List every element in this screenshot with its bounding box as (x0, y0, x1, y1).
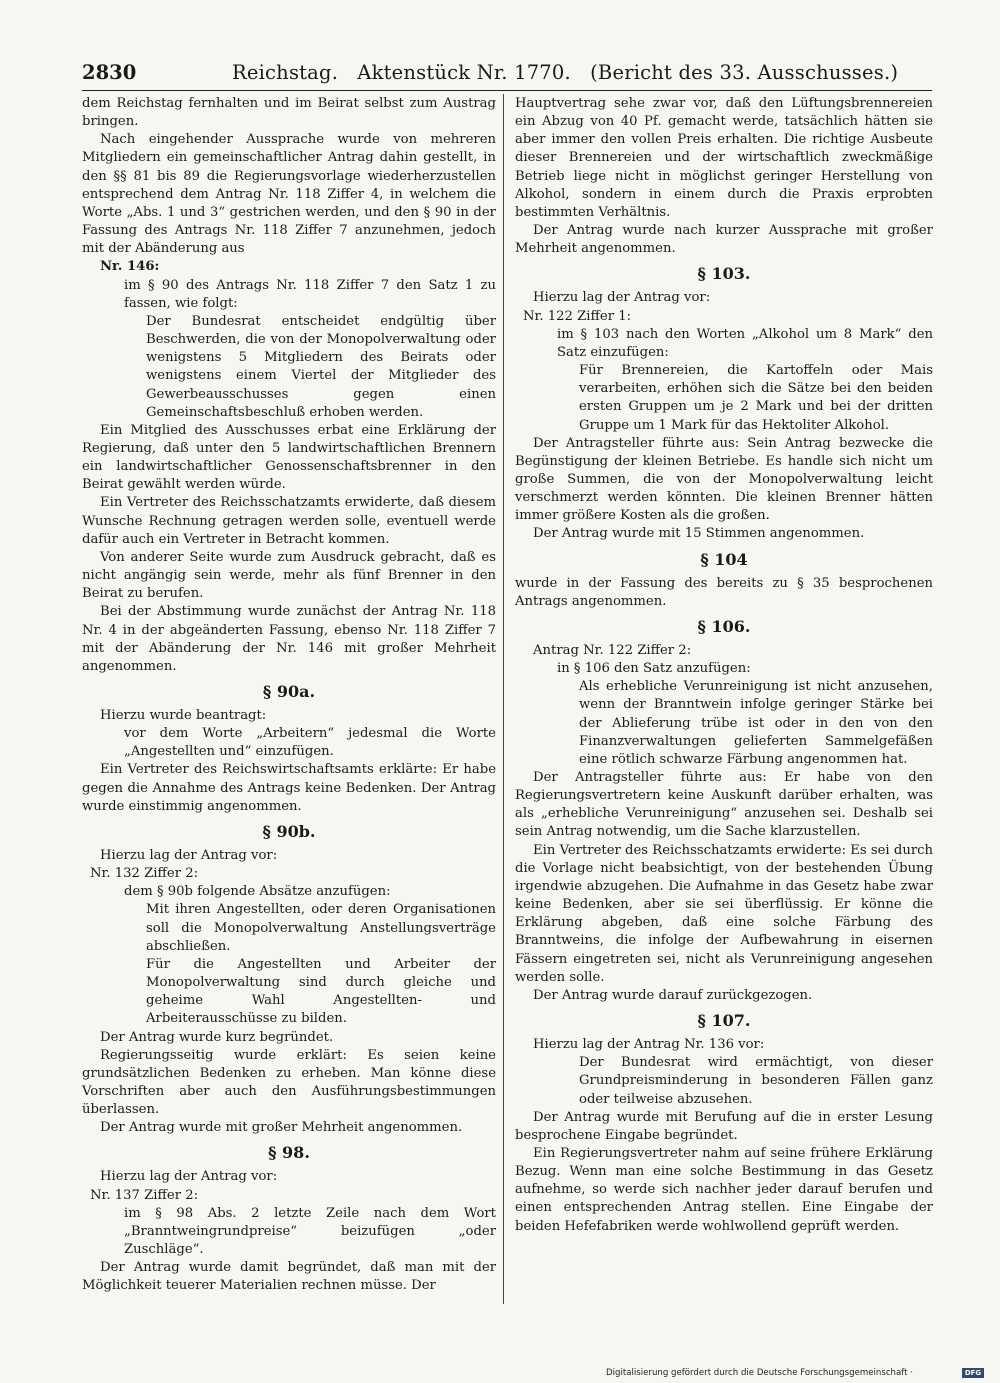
section-heading: § 106. (697, 616, 751, 636)
column-divider (503, 94, 504, 1304)
page-number: 2830 (82, 61, 137, 84)
paragraph: dem Reichstag fernhalten und im Beirat selbst zum Austrag bringen. (82, 96, 496, 130)
paragraph: Nach eingehender Aussprache wurde von mehreren Mitgliedern ein gemeinschaftlicher Antrag dahin gestellt, in den §§ 81 bis 89 die Regierungsvorlage wiederherzustellen entsprechend dem Antrag Nr. 118 Ziffer 4, in welchem die Worte „Abs. 1 und 3“ gestrichen werden, und den § 90 in der Fassung des Antrags Nr. 118 Ziffer 7 anzunehmen, jedoch mit der Abänderung aus (82, 132, 496, 257)
paragraph: Hierzu wurde beantragt: (100, 708, 267, 723)
paragraph: Der Antrag wurde darauf zurückgezogen. (533, 987, 813, 1003)
section-heading: § 107. (697, 1011, 751, 1031)
paragraph: Ein Mitglied des Ausschusses erbat eine Erklärung der Regierung, daß unter den 5 landwirtschaftlichen Brennern ein landwirtschaftlicher Genossenschaftsbrenner in den Beirat gewählt werden würde. (82, 422, 496, 493)
paragraph: Der Antrag wurde kurz begründet. (100, 1029, 334, 1045)
motion-reference: Nr. 137 Ziffer 2: (90, 1187, 199, 1203)
quoted-text: Der Bundesrat entscheidet endgültig über Beschwerden, die von der Monopolverwaltung oder wenigstens 5 Mitgliedern des Beirats oder wenigstens einem Viertel der Mitglieder des Gewerbeausschusses gegen einen Gemeinschaftsbeschluß erhoben werden. (146, 313, 496, 420)
section-heading: § 104 (700, 549, 748, 569)
dfg-logo: DFG (962, 1368, 984, 1378)
header-rule (82, 90, 932, 91)
paragraph: Ein Vertreter des Reichswirtschaftsamts erklärte: Er habe gegen die Annahme des Antrags keine Bedenken. Der Antrag wurde einstimmig angenommen. (82, 762, 496, 814)
paragraph: Ein Vertreter des Reichsschatzamts erwiderte: Es sei durch die Vorlage nicht beabsichtigt, von der bestehenden Übung irgendwie abzugehen. Die Aufnahme in das Gesetz habe zwar keine Bedenken, aber sie sei überflüssig. Er könne die Erklärung abgeben, daß eine solche Färbung des Branntweins, die infolge der Aufbewahrung in eisernen Fässern eingetreten sei, nicht als Verunreinigung angesehen werden solle. (515, 842, 933, 985)
paragraph: dem § 90b folgende Absätze anzufügen: (124, 884, 391, 900)
section-heading: § 90a. (262, 682, 316, 701)
paragraph: Der Antrag wurde mit Berufung auf die in erster Lesung besprochene Eingabe begründet. (515, 1109, 933, 1143)
paragraph: Ein Vertreter des Reichsschatzamts erwiderte, daß diesem Wunsche Rechnung getragen werden solle, eventuell werde dafür auch ein Vertreter in Betracht kommen. (82, 495, 496, 547)
paragraph: Von anderer Seite wurde zum Ausdruck gebracht, daß es nicht angängig sein werde, mehr als fünf Brenner in den Beirat zu berufen. (82, 549, 496, 602)
paragraph: Der Antrag wurde mit großer Mehrheit angenommen. (100, 1120, 463, 1136)
paragraph: wurde in der Fassung des bereits zu § 35 besprochenen Antrags angenommen. (515, 575, 933, 609)
paragraph: Der Antrag wurde nach kurzer Aussprache mit großer Mehrheit angenommen. (515, 223, 933, 257)
quoted-text: Für die Angestellten und Arbeiter der Monopolverwaltung sind durch gleiche und geheime Wahl Angestellten- und Arbeiterausschüsse zu bilden. (146, 956, 496, 1027)
quoted-text: Als erhebliche Verunreinigung ist nicht anzusehen, wenn der Branntwein infolge geringer Stärke bei der Ablieferung trübe ist oder in den von den Finanzverwaltungen gelieferten Sammelgefäßen eine rötlich schwarze Färbung angenommen hat. (579, 679, 933, 767)
paragraph: Der Antragsteller führte aus: Er habe von den Regierungsvertretern keine Auskunft darüber erhalten, was als „erhebliche Verunreinigung“ anzusehen sei. Deshalb sei sein Antrag notwendig, um die Sache klarzustellen. (515, 770, 933, 840)
motion-reference: Nr. 132 Ziffer 2: (90, 866, 199, 882)
quoted-text: Der Bundesrat wird ermächtigt, von dieser Grundpreisminderung in besonderen Fällen ganz oder teilweise abzusehen. (579, 1055, 933, 1107)
paragraph: im § 103 nach den Worten „Alkohol um 8 Mark“ den Satz einzufügen: (557, 326, 933, 360)
digitization-credit (606, 1366, 986, 1380)
quoted-text: Für Brennereien, die Kartoffeln oder Mais verarbeiten, erhöhen sich die Sätze bei den beiden ersten Gruppen um je 2 Mark und bei der dritten Gruppe um 1 Mark für das Hektoliter Alkohol. (579, 363, 933, 433)
paragraph: Hierzu lag der Antrag Nr. 136 vor: (533, 1037, 765, 1053)
quoted-text: vor dem Worte „Arbeitern“ jedesmal die Worte „Angestellten und“ einzufügen. (124, 726, 496, 760)
header-title: Reichstag. Aktenstück Nr. 1770. (Bericht des 33. Ausschusses.) (232, 61, 899, 84)
paragraph: Ein Regierungsvertreter nahm auf seine frühere Erklärung Bezug. Wenn man eine solche Bestimmung in das Gesetz aufnehme, so werde sich nachher jeder darauf berufen und einen entsprechenden Antrag stellen. Eine Eingabe der beiden Hefefabriken werde wohlwollend geprüft werden. (515, 1145, 933, 1234)
motion-reference: Nr. 122 Ziffer 1: (523, 308, 632, 324)
left-column (82, 95, 496, 1296)
section-heading: § 98. (268, 1143, 310, 1163)
paragraph: Bei der Abstimmung wurde zunächst der Antrag Nr. 118 Nr. 4 in der abgeänderten Fassung, ebenso Nr. 118 Ziffer 7 mit der Abänderung der Nr. 146 mit großer Mehrheit angenommen. (82, 604, 496, 674)
paragraph: Hierzu lag der Antrag vor: (100, 847, 278, 863)
paragraph: Hierzu lag der Antrag vor: (100, 1169, 278, 1185)
running-header (82, 58, 932, 88)
paragraph: Der Antrag wurde damit begründet, daß man mit der Möglichkeit teuerer Materialien rechnen müsse. Der (82, 1260, 496, 1294)
section-heading: § 90b. (262, 821, 316, 841)
paragraph: Der Antrag wurde mit 15 Stimmen angenommen. (533, 526, 865, 542)
right-column (515, 95, 933, 1236)
paragraph: in § 106 den Satz anzufügen: (557, 661, 751, 677)
section-heading: § 103. (697, 264, 751, 284)
credit-text: Digitalisierung gefördert durch die Deutsche Forschungsgemeinschaft · (606, 1368, 913, 1378)
paragraph: Hierzu lag der Antrag vor: (533, 290, 711, 306)
paragraph: Regierungsseitig wurde erklärt: Es seien keine grundsätzlichen Bedenken zu erheben. Man könne diese Vorschriften aber auch den Ausführungsbestimmungen überlassen. (82, 1047, 496, 1118)
motion-reference: Nr. 146: (100, 259, 160, 275)
paragraph: Hauptvertrag sehe zwar vor, daß den Lüftungsbrennereien ein Abzug von 40 Pf. gemacht werde, tatsächlich hätten sie aber immer den vollen Preis erhalten. Die richtige Ausbeute dieser Brennereien und der wirtschaftlich zweckmäßige Betrieb liege nicht in möglichst geringer Herstellung von Alkohol, sondern in einem durch die Praxis erprobten bestimmten Verhältnis. (515, 96, 933, 220)
quoted-text: im § 98 Abs. 2 letzte Zeile nach dem Wort „Branntweingrundpreise“ beizufügen „oder Zuschläge“. (124, 1205, 496, 1258)
paragraph: Der Antragsteller führte aus: Sein Antrag bezwecke die Begünstigung der kleinen Betriebe. Es handle sich nicht um große Summen, die von der Monopolverwaltung leicht verschmerzt werden könnten. Die kleinen Brenner hätten immer größere Kosten als die großen. (515, 435, 933, 524)
motion-reference: Antrag Nr. 122 Ziffer 2: (533, 642, 692, 658)
paragraph: im § 90 des Antrags Nr. 118 Ziffer 7 den Satz 1 zu fassen, wie folgt: (124, 277, 496, 311)
quoted-text: Mit ihren Angestellten, oder deren Organisationen soll die Monopolverwaltung Anstellungsverträge abschließen. (146, 902, 496, 954)
